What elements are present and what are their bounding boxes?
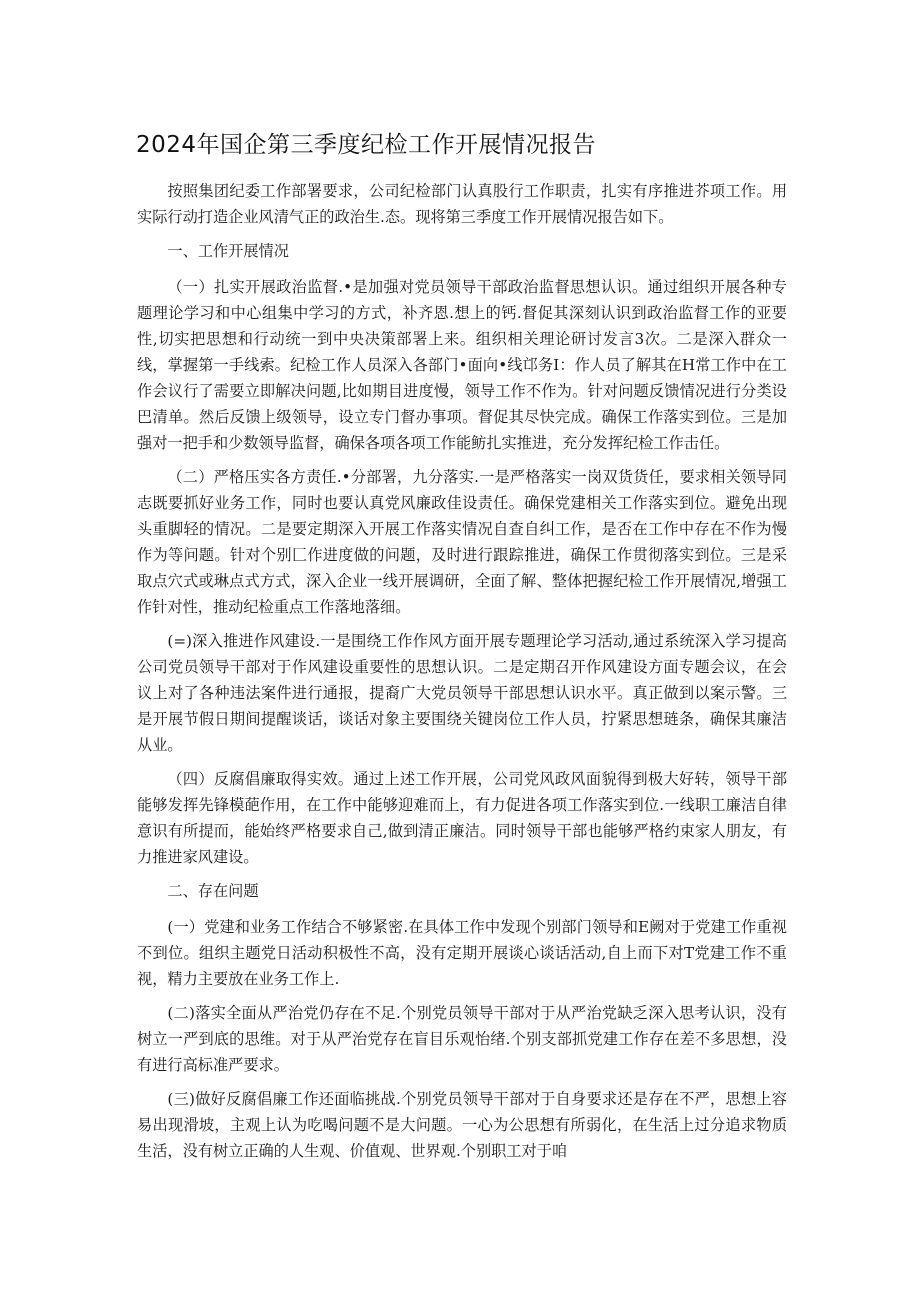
document-title: 2024年国企第三季度纪检工作开展情况报告 <box>136 132 597 158</box>
intro-paragraph: 按照集团纪委工作部署要求，公司纪检部门认真股行工作职责，扎实有序推进芥项工作。用实际行动打造企业风清气正的政治生.态。现将第三季度工作开展情况报告如下。 <box>137 182 787 226</box>
section-heading-work-progress: 一、工作开展情况 <box>167 242 289 260</box>
paragraph-responsibility: （二）严格压实各方责任.•分部署，九分落实.一是严格落实一岗双货货任，要求相关领导同志既要抓好业务工作，同时也要认真党风廉政佳设责任。确保党建相关工作落实到位。避免出现头重脚轻的情况。二是要定期深入开展工作落实情况自查自纠工作，是否在工作中存在不作为慢作为等问题。针对个别匚作进度做的问题，及时进行跟踪推进，确保工作贯彻落实到位。三是采取点穴式或琳点式方式，深入企业一线开展调研，全面了解、整体把握纪检工作开展情况,增强工作针对性，推动纪检重点工作落地落细。 <box>137 468 787 616</box>
section-heading-problems: 二、存在问题 <box>167 882 259 900</box>
paragraph-party-business-integration: (一）党建和业务工作结合不够紧密.在具体工作中发现个别部门领导和E阙对于党建工作重视不到位。组织主题党日活动积极性不高，没有定期开展谈心谈话活动,自上而下对T党建工作不重视，精力主要放在业务工作上. <box>137 918 787 988</box>
paragraph-political-supervision: （一）扎实开展政治监督.•是加强对党员领导干部政治监督思想认识。通过组织开展各种专题理论学习和中心组集中学习的方式，补齐恩.想上的钙.督促其深刻认识到政治监督工作的亚要性,切实把思想和行动统一到中央决策部署上来。组织相关理论研讨发言3次。二是深入群众一线，掌握第一手线索。纪检工作人员深入各部门•面向•线邙务I：作人员了解其在H常工作中在工作会议行了需要立即解决问题,比如期目进度慢，领导工作不作为。针对问题反馈情况进行分类设巴清单。然后反馈上级领导，设立专门督办事项。督促其尽快完成。确保工作落实到位。三是加强对一把手和少数领导监督，确保各项各项工作能鲂扎实推进，充分发挥纪检工作击任。 <box>137 278 787 452</box>
paragraph-anti-corruption-challenges: (三)做好反腐倡廉工作还面临挑战.个别党员领导干部对于自身要求还是存在不严，思想上容易出现滑坡，主观上认为吃喝问题不是大问题。一心为公思想有所弱化，在生活上过分追求物质生活，没有树立正确的人生观、价值观、世界观.个别职工对于咱 <box>137 1090 787 1160</box>
paragraph-anti-corruption-results: （四）反腐倡廉取得实效。通过上述工作开展，公司党风政风面貌得到极大好转，领导干部能够发挥先锋模葩作用，在工作中能够迎难而上，有力促进各项工作落实到位.一线职工廉洁自律意识有所提而，能始终严格要求自己,做到清正廉洁。同时领导干部也能够严格约束家人朋友，有力推进家风建设。 <box>137 770 787 866</box>
paragraph-strict-governance: (二)落实全面从严治党仍存在不足.个别党员领导干部对于从严治党缺乏深入思考认识，没有树立一严到底的思维。对于从严治党存在盲目乐观怡绪.个别支部抓党建工作存在差不多思想，没有进行高标准严要求。 <box>137 1004 787 1074</box>
paragraph-work-style: (=)深入推进作风建设.一是围绕工作作风方面开展专题理论学习活动,通过系统深入学习提高公司党员领导干部对于作风建设重要性的思想认识。二是定期召开作风建设方面专题会议，在会议上对了各种违法案件进行通报，提裔广大党员领导干部思想认识水平。真正做到以案示警。三是开展节假日期间提醒谈话，谈话对象主要围绕关键岗位工作人员，拧紧思想琏条，确保其廉洁从业。 <box>137 632 787 754</box>
document-body <box>137 178 787 1172</box>
